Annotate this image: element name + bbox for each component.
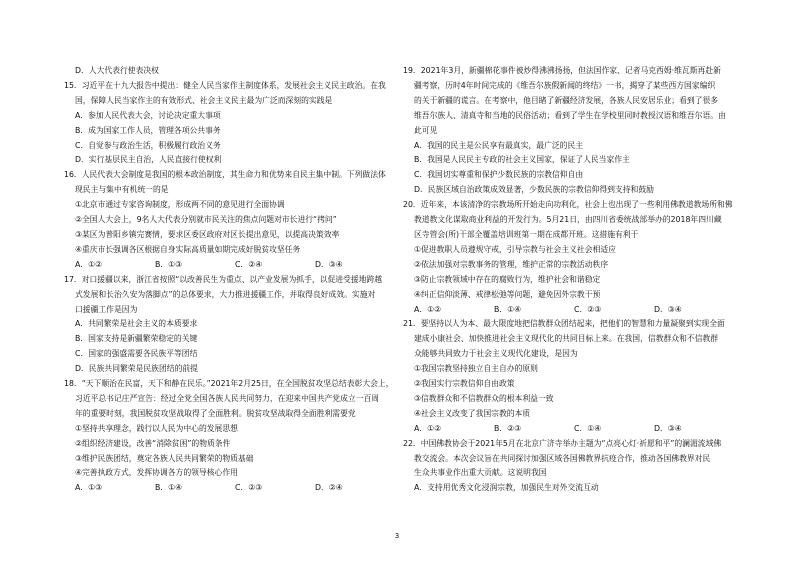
question-block	[64, 377, 399, 496]
question-stem-line: 17．对口援疆以来，浙江省按照“以改善民生为重点、以产业发展为抓手，以促进受援地跨越	[64, 274, 383, 284]
question-stem-line: 22．中国佛教协会于2021年5月在北京广济寺举办主题为“点亮心灯·祈愿和平”的澜湄流域佛	[403, 438, 722, 448]
question-stem-line: 口援疆工作是因为	[75, 304, 138, 314]
answer-option: B．①③	[155, 259, 183, 269]
question-stem-line: 19．2021年3月，新疆棉花事件被炒得沸沸扬扬，但法国作家、记者马克西姆·维瓦斯再赴新	[403, 66, 721, 75]
page-number: 3	[394, 532, 400, 540]
question-stem-line: 20．近年来，本该清净的宗教场所开始走向功利化，社会上也出现了一些利用佛教道教场所和佛	[403, 200, 733, 210]
answer-option: A．①②	[414, 423, 442, 433]
question-stem-line: 此可见	[414, 125, 438, 135]
question-stem-line: 教道教文化谋取商业利益的开发行为。5月21日，由四川省委统战部举办的2018年四川藏	[414, 215, 722, 225]
question-stem-line: 的关于新疆的谎言。在考察中，他目睹了新疆经济发展，各族人民安居乐业；看到了很多	[414, 95, 719, 105]
question-stem-line: 建成小康社会、加快推进社会主义现代化的共同目标上来。在我国，信教群众和不信教群	[414, 334, 719, 344]
question-stem-line: 16．人民代表大会制度是我国的根本政治制度，其生命力和优势来自民主集中制。下列做法体	[64, 170, 386, 180]
question-choice: A．我国的民主是公民享有最真实，最广泛的民主	[414, 140, 584, 150]
question-choice: ①促进教职人员遵规守戒，引导宗教与社会主义社会相适应	[414, 244, 616, 254]
question-choice: C．国家的强盛需要各民族平等团结	[75, 349, 198, 359]
answer-option: A．①③	[75, 483, 103, 493]
answer-option: D．②④	[315, 483, 343, 493]
answer-options	[64, 258, 399, 273]
question-choice: A．共同繁荣是社会主义的本质要求	[75, 319, 198, 329]
question-block	[403, 317, 738, 436]
answer-option: C．②③	[574, 304, 602, 314]
question-stem-line: 众能够共同致力于社会主义现代化建设，是因为	[414, 349, 578, 359]
question-choice: ②全国人大会上，9名人大代表分别就市民关注的焦点问题对市长进行“拷问”	[75, 215, 337, 225]
question-choice: D．人大代表行使表决权	[75, 66, 159, 75]
question-choice: A．参加人民代表大会，讨论决定重大事项	[75, 110, 221, 120]
question-choice: ④社会主义改变了我国宗教的本质	[414, 408, 531, 418]
answer-option: B．①④	[494, 304, 522, 314]
question-stem-line: 式发展和长治久安为落脚点”的总体要求，大力推进援疆工作，并取得良好成效。实施对	[75, 289, 376, 299]
answer-option: B．②③	[494, 423, 522, 433]
question-choice: ②依法加强对宗教事务的管理，维护正常的宗教活动秩序	[414, 259, 609, 269]
answer-options	[64, 481, 399, 496]
question-choice: ④重庆市长强调各区根据自身实际高质量如期完成好脱贫攻坚任务	[75, 244, 301, 254]
question-choice: B．国家支持是新疆繁荣稳定的关键	[75, 334, 198, 344]
question-stem-line: 18．“天下顺治在民富，天下和静在民乐。”2021年2月25日，在全国脱贫攻坚总结表彰大会上，	[64, 379, 394, 389]
right-column	[403, 64, 738, 496]
question-stem-line: 维吾尔族人、清真寺和当地的民俗活动；看到了学生在学校里同时教授汉语和维吾尔语。由	[414, 110, 726, 120]
question-block	[403, 64, 738, 198]
question-choice: A．支持用优秀文化浸润宗教，加强民生对外交流互动	[414, 483, 599, 493]
question-choice: ②组织经济建设，改善“消除贫困”的物质条件	[75, 438, 231, 448]
question-choice: ①我国宗教坚持独立自主自办的原则	[414, 364, 538, 374]
question-block	[64, 273, 399, 377]
question-stem-line: 区寺管会(所)干部全覆盖培训班第一期在成都开班。这措施有利于	[414, 229, 639, 239]
question-block	[64, 79, 399, 168]
answer-option: C．②④	[235, 259, 263, 269]
question-stem-line: 习近平总书记庄严宣告：经过全党全国各族人民共同努力，在迎来中国共产党成立一百周	[75, 393, 380, 403]
answer-options	[403, 303, 738, 318]
question-choice: ①北京市通过专家咨询制度，形成两不同的意见进行全面协调	[75, 200, 285, 210]
question-block	[64, 168, 399, 272]
question-choice: D．民族共同繁荣是民族团结的前提	[75, 364, 198, 374]
question-choice: D．实行基层民主自治，人民直接行使权利	[75, 155, 222, 165]
question-choice: ③防止宗教领域中存在的腐败行为，维护社会和谐稳定	[414, 274, 601, 284]
question-choice: B．成为国家工作人员，管理各项公共事务	[75, 125, 221, 135]
question-choice: ③某区为普阳乡镇完赛情，要求区委区政府对区长提出意见，以提高决策效率	[75, 229, 340, 239]
question-choice: C．自觉参与政治生活，积极履行政治义务	[75, 140, 221, 150]
question-choice: ④完善执政方式，发挥协调各方的领导核心作用	[75, 468, 238, 478]
question-stem-line: 年的重要时刻，我国脱贫攻坚战取得了全面胜利。脱贫攻坚战取得全面胜利需要党	[75, 408, 356, 418]
question-block	[403, 437, 738, 497]
question-stem-line: 现民主与集中有机统一的是	[75, 185, 169, 195]
answer-option: B．①④	[155, 483, 183, 493]
question-stem-line: 疆考察，历时4年时间完成的《维吾尔族假新闻的终结》一书，揭穿了某些西方国家编织	[414, 80, 716, 90]
question-stem-line: 国，保障人民当家作主的有效形式、社会主义民主最为广泛而深刻的实践是	[75, 95, 333, 105]
question-choice: C．我国切实尊重和保护少数民族的宗教信仰自由	[414, 170, 584, 180]
question-stem-line: 15．习近平在十九大报告中提出：健全人民当家作主制度体系，发展社会主义民主政治。在我	[64, 80, 386, 90]
answer-option: D．③④	[315, 259, 343, 269]
answer-option: C．②③	[235, 483, 263, 493]
question-choice: ②我国实行宗教信仰自由政策	[414, 379, 515, 389]
question-choice: B．我国是人民民主专政的社会主义国家，保证了人民当家作主	[414, 155, 630, 165]
answer-options	[403, 422, 738, 437]
question-stem-line: 21．要坚持以人为本、最大限度地把信教群众团结起来，把他们的智慧和力量凝聚到实现全面	[403, 319, 725, 329]
answer-option: C．①④	[574, 423, 602, 433]
question-stem-line: 教交流会。本次会议旨在共同探讨加强区域各国佛教界抗疫合作，推动各国佛教界对民	[414, 453, 711, 463]
question-choice: ④纠正信仰淡薄、戒律松弛等问题，避免因外宗教干预	[414, 289, 601, 299]
left-column	[64, 64, 399, 496]
question-stem-line: 生众共事业作出重大贡献。这说明我国	[414, 468, 547, 478]
question-choice: ①坚持共享理念，践行以人民为中心的发展思想	[75, 423, 238, 433]
answer-option: A．①②	[75, 259, 103, 269]
answer-option: D．③④	[654, 304, 682, 314]
answer-option: A．①②	[414, 304, 442, 314]
question-choice: ③信教群众和不信教群众的根本利益一致	[414, 393, 554, 403]
answer-option: D．③④	[654, 423, 682, 433]
question-block	[403, 198, 738, 317]
question-choice: ③维护民族团结，奠定各族人民共同繁荣的物质基础	[75, 453, 254, 463]
question-choice: D．民族区域自治政策成效显著，少数民族的宗教信仰得到支持和鼓励	[414, 185, 654, 195]
